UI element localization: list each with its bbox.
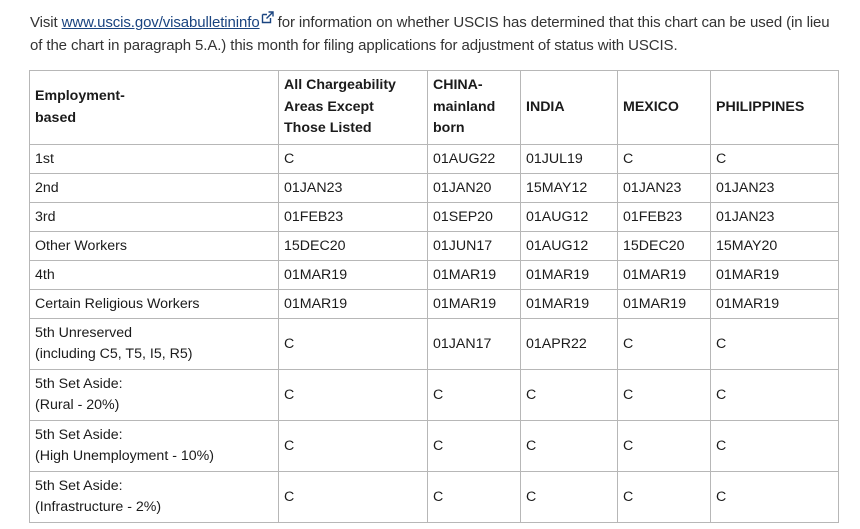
header-china: [428, 71, 521, 145]
cell-mexico: 15DEC20: [618, 232, 711, 261]
cell-category-line: Other Workers: [35, 237, 127, 254]
cell-philippines: C: [711, 145, 839, 174]
header-employment-based-line: Employment-: [35, 88, 125, 104]
cell-china: 01JUN17: [428, 232, 521, 261]
cell-category-line: 5th Set Aside:: [35, 427, 123, 443]
cell-category-line: 1st: [35, 150, 54, 167]
cell-category-line: 5th Unreserved: [35, 325, 132, 341]
cell-category: [30, 145, 279, 174]
table-row: [30, 261, 839, 290]
cell-category: [30, 472, 279, 523]
table-row: [30, 232, 839, 261]
cell-category: [30, 232, 279, 261]
cell-category-line: 3rd: [35, 208, 56, 225]
cell-philippines: 01JAN23: [711, 174, 839, 203]
cell-china: 01MAR19: [428, 290, 521, 319]
cell-all-areas: C: [279, 472, 428, 523]
cell-india: C: [521, 421, 618, 472]
cell-india: 01AUG12: [521, 203, 618, 232]
cell-mexico: 01MAR19: [618, 290, 711, 319]
cell-all-areas: 15DEC20: [279, 232, 428, 261]
header-employment-based: [30, 71, 279, 145]
cell-india: 01MAR19: [521, 290, 618, 319]
cell-india: C: [521, 472, 618, 523]
visa-bulletin-info-link[interactable]: www.uscis.gov/visabulletininfo: [61, 14, 260, 31]
cell-india: 01APR22: [521, 319, 618, 370]
cell-mexico: C: [618, 145, 711, 174]
cell-philippines: 01MAR19: [711, 290, 839, 319]
table-row: [30, 174, 839, 203]
cell-category-line: 5th Set Aside:: [35, 376, 123, 392]
cell-mexico: C: [618, 421, 711, 472]
table-row: [30, 319, 839, 370]
cell-philippines: 15MAY20: [711, 232, 839, 261]
cell-mexico: C: [618, 370, 711, 421]
cell-category-line: (High Unemployment - 10%): [35, 448, 214, 464]
cell-all-areas: C: [279, 145, 428, 174]
header-all-chargeability: [279, 71, 428, 145]
header-employment-based-line: based: [35, 109, 77, 126]
cell-china: 01SEP20: [428, 203, 521, 232]
cell-all-areas: 01MAR19: [279, 261, 428, 290]
cell-category-line: 5th Set Aside:: [35, 478, 123, 494]
cell-all-areas: C: [279, 319, 428, 370]
cell-philippines: 01JAN23: [711, 203, 839, 232]
cell-india: 01MAR19: [521, 261, 618, 290]
header-all-chargeability-line: Those Listed: [284, 120, 372, 137]
header-all-chargeability-line: Areas Except: [284, 98, 374, 115]
header-china-line: born: [433, 120, 465, 137]
cell-china: 01MAR19: [428, 261, 521, 290]
cell-philippines: C: [711, 472, 839, 523]
cell-category-line: 2nd: [35, 179, 59, 196]
cell-category: [30, 261, 279, 290]
cell-mexico: 01MAR19: [618, 261, 711, 290]
cell-mexico: C: [618, 319, 711, 370]
cell-mexico: C: [618, 472, 711, 523]
header-all-chargeability-line: All Chargeability: [284, 77, 396, 94]
table-row: [30, 203, 839, 232]
cell-category-line: 4th: [35, 266, 55, 283]
header-china-line: mainland: [433, 98, 496, 115]
table-row: [30, 290, 839, 319]
cell-india: 15MAY12: [521, 174, 618, 203]
table-row: [30, 145, 839, 174]
header-india: INDIA: [521, 71, 618, 145]
intro-suffix: for information on whether USCIS has determined that this chart can be used (in lieu of the chart in paragraph 5.A.) this month for filing applications for adjustment of status with USCIS.: [30, 14, 830, 54]
table-row: [30, 472, 839, 523]
cell-china: C: [428, 472, 521, 523]
intro-paragraph: [30, 11, 840, 57]
table-row: [30, 370, 839, 421]
cell-philippines: C: [711, 319, 839, 370]
cell-category: [30, 319, 279, 370]
cell-all-areas: 01MAR19: [279, 290, 428, 319]
cell-china: 01AUG22: [428, 145, 521, 174]
visa-bulletin-table: [29, 70, 839, 523]
cell-category: [30, 290, 279, 319]
external-link-icon[interactable]: [261, 11, 274, 24]
table-row: [30, 421, 839, 472]
cell-china: 01JAN17: [428, 319, 521, 370]
cell-category: [30, 370, 279, 421]
cell-all-areas: 01FEB23: [279, 203, 428, 232]
cell-category: [30, 203, 279, 232]
table-header-row: [30, 71, 839, 145]
cell-mexico: 01FEB23: [618, 203, 711, 232]
cell-category-line: (Rural - 20%): [35, 397, 120, 413]
cell-all-areas: C: [279, 421, 428, 472]
cell-all-areas: 01JAN23: [279, 174, 428, 203]
header-philippines: PHILIPPINES: [711, 71, 839, 145]
cell-china: C: [428, 421, 521, 472]
header-mexico: MEXICO: [618, 71, 711, 145]
cell-china: 01JAN20: [428, 174, 521, 203]
intro-prefix: Visit: [30, 14, 62, 31]
cell-category-line: (including C5, T5, I5, R5): [35, 346, 193, 362]
cell-china: C: [428, 370, 521, 421]
cell-category: [30, 174, 279, 203]
cell-philippines: C: [711, 370, 839, 421]
cell-mexico: 01JAN23: [618, 174, 711, 203]
cell-philippines: C: [711, 421, 839, 472]
table-body: [30, 145, 839, 523]
header-china-line: CHINA-: [433, 77, 483, 94]
cell-india: C: [521, 370, 618, 421]
cell-category-line: Certain Religious Workers: [35, 295, 200, 312]
cell-india: 01AUG12: [521, 232, 618, 261]
cell-all-areas: C: [279, 370, 428, 421]
cell-philippines: 01MAR19: [711, 261, 839, 290]
cell-category-line: (Infrastructure - 2%): [35, 499, 162, 515]
cell-category: [30, 421, 279, 472]
cell-india: 01JUL19: [521, 145, 618, 174]
